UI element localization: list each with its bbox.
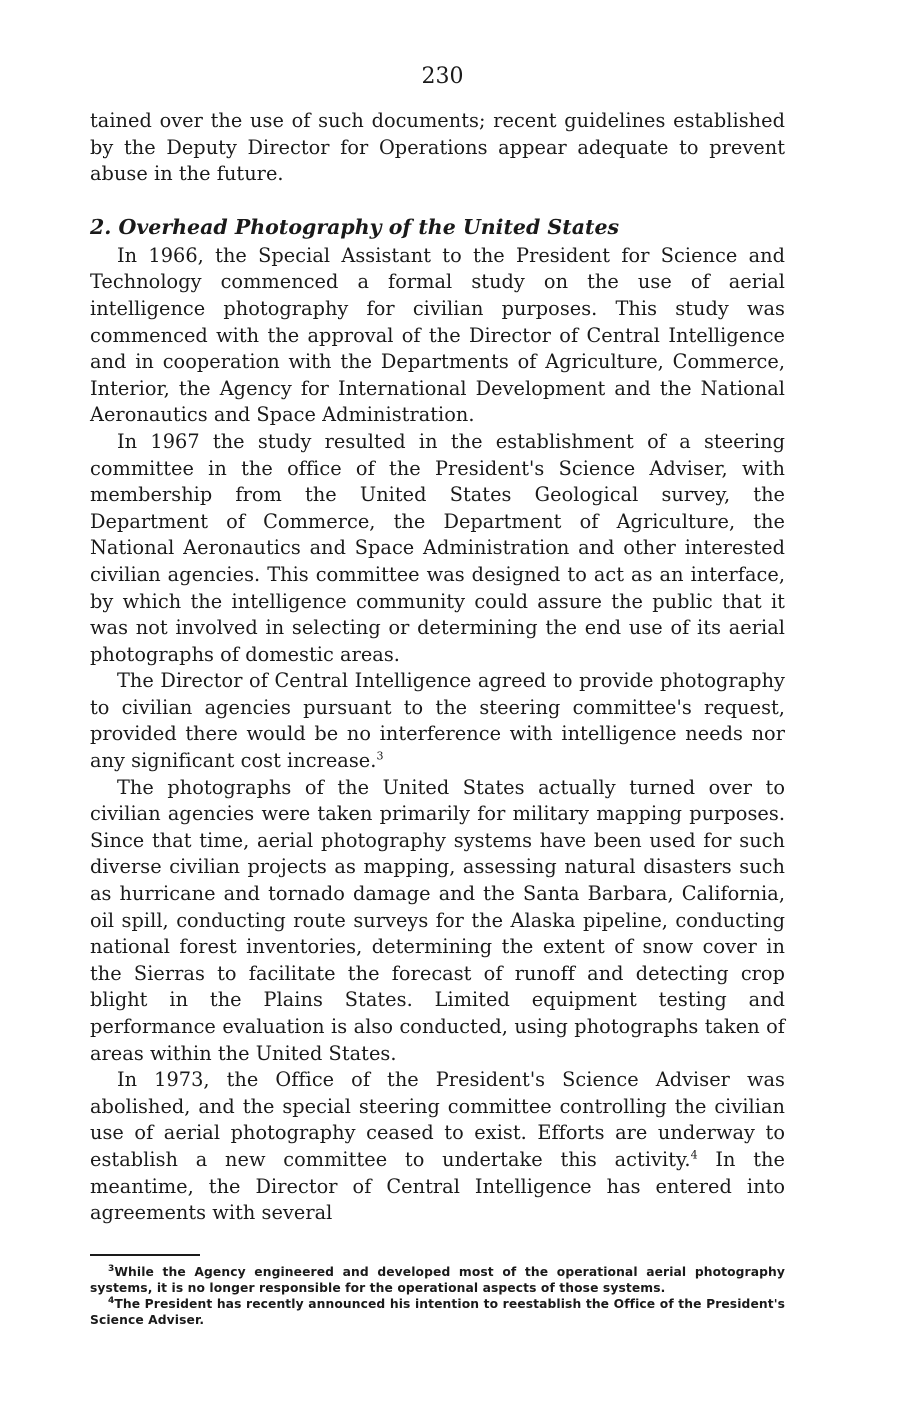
footnote-text: While the Agency engineered and developed most of the operational aerial photography systems, it is no longer responsible for the operational aspects of those systems. — [90, 1264, 785, 1295]
footnote-3 — [90, 1264, 785, 1296]
body-paragraph-1967-committee — [90, 429, 785, 668]
paragraph-text: The Director of Central Intelligence agreed to provide photography to civilian agencies pursuant to the steering committee's request, provided there would be no interference with intelligence needs nor any significant cost increase. — [90, 669, 785, 773]
body-paragraph-1973-abolished — [90, 1067, 785, 1227]
footnote-mark: 4 — [108, 1295, 115, 1306]
page-number: 230 — [421, 64, 464, 89]
footnote-text: The President has recently announced his intention to reestablish the Office of the President's Science Adviser. — [90, 1296, 785, 1327]
paragraph-text: In 1967 the study resulted in the establishment of a steering committee in the office of the President's Science Adviser, with membership from the United States Geological survey, the Department of Commerce, the Department of Agriculture, the National Aeronautics and Space Administration and other interested civilian agencies. This committee was designed to act as an interface, by which the intelligence community could assure the public that it was not involved in selecting or determining the end use of its aerial photographs of domestic areas. — [90, 429, 785, 666]
paragraph-text-continued: In the meantime, the Director of Central Intelligence has entered into agreements with several — [90, 1147, 785, 1225]
footnote-4 — [90, 1296, 785, 1328]
body-paragraph-dci-agreement — [90, 668, 785, 774]
section-heading: 2. Overhead Photography of the United States — [90, 214, 620, 239]
paragraph-text: In 1973, the Office of the President's Science Adviser was abolished, and the special steering committee controlling the civilian use of aerial photography ceased to exist. Efforts are underway to establish a new committee to undertake this activity. — [90, 1068, 785, 1171]
footnote-mark: 3 — [108, 1263, 115, 1274]
paragraph-text: The photographs of the United States actually turned over to civilian agencies were taken primarily for military mapping purposes. Since that time, aerial photography systems have been used for such diverse civilian projects as mapping, assessing natural disasters such as hurricane and tornado damage and the Santa Barbara, California, oil spill, conducting route surveys for the Alaska pipeline, conducting national forest inventories, determining the extent of snow cover in the Sierras to facilitate the forecast of runoff and detecting crop blight in the Plains States. Limited equipment testing and performance evaluation is also conducted, using photographs taken of areas within the United States. — [90, 775, 785, 1065]
continued-paragraph: tained over the use of such documents; recent guidelines established by the Deputy Director for Operations appear adequate to prevent abuse in the future. — [90, 109, 785, 186]
body-paragraph-civilian-uses — [90, 775, 785, 1068]
body-paragraph-1966-study — [90, 243, 785, 429]
footnote-reference-4: 4 — [690, 1148, 698, 1162]
footnote-reference-3: 3 — [376, 749, 384, 763]
footnote-divider — [90, 1254, 200, 1256]
document-page — [90, 60, 785, 1328]
paragraph-text: In 1966, the Special Assistant to the President for Science and Technology commenced a formal study on the use of aerial intelligence photography for civilian purposes. This study was commenced with the approval of the Director of Central Intelligence and in cooperation with the Departments of Agriculture, Commerce, Interior, the Agency for International Development and the National Aeronautics and Space Administration. — [90, 243, 785, 427]
